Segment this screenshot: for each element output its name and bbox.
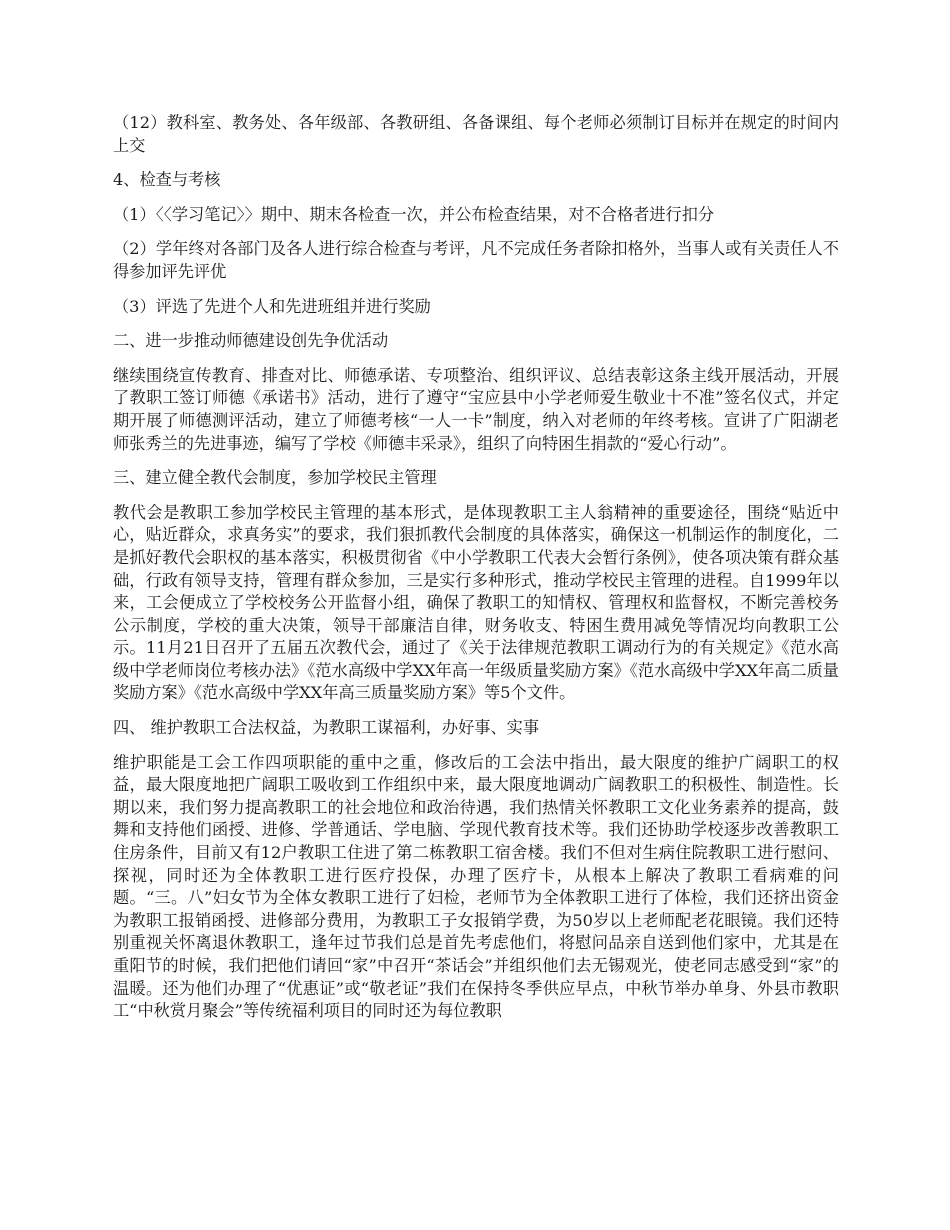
section-4-heading: 4、检查与考核	[113, 170, 221, 190]
document-body	[113, 112, 839, 1035]
section-3-heading: 三、建立健全教代会制度，参加学校民主管理	[113, 468, 437, 488]
section-3-body: 教代会是教职工参加学校民主管理的基本形式，是体现教职工主人翁精神的重要途径，围绕“贴近中心，贴近群众，求真务实”的要求，我们狠抓教代会制度的具体落实，确保这一机制运作的制度化，二是抓好教代会职权的基本落实，积极贯彻省《中小学教职工代表大会暂行条例》，使各项决策有群众基础，行政有领导支持，管理有群众参加，三是实行多种形式，推动学校民主管理的进程。自1999年以来，工会便成立了学校校务公开监督小组，确保了教职工的知情权、管理权和监督权，不断完善校务公示制度，学校的重大决策，领导干部廉洁自律，财务收支、特困生费用减免等情况均向教职工公示。11月21日召开了五届五次教代会，通过了《关于法律规范教职工调动行为的有关规定》《范水高级中学老师岗位考核办法》《范水高级中学XX年高一年级质量奖励方案》《范水高级中学XX年高二质量奖励方案》《范水高级中学XX年高三质量奖励方案》等5个文件。	[113, 502, 839, 703]
item-12-paragraph: （12）教科室、教务处、各年级部、各教研组、各备课组、每个老师必须制订目标并在规定的时间内上交	[113, 113, 839, 155]
section-2-heading: 二、进一步推动师德建设创先争优活动	[113, 331, 389, 351]
check-item-1-paragraph: （1）〈〈学习笔记〉〉期中、期末各检查一次，并公布检查结果，对不合格者进行扣分	[113, 204, 715, 224]
section-2-body: 继续围绕宣传教育、排查对比、师德承诺、专项整治、组织评议、总结表彰这条主线开展活动，开展了教职工签订师德《承诺书》活动，进行了遵守“宝应县中小学老师爱生敬业十不准”签名仪式，并定期开展了师德测评活动，建立了师德考核“一人一卡”制度，纳入对老师的年终考核。宣讲了广阳湖老师张秀兰的先进事迹，编写了学校《师德丰采录》，组织了向特困生捐款的“爱心行动”。	[113, 365, 839, 453]
section-4b-heading: 四、 维护教职工合法权益，为教职工谋福利，办好事、实事	[113, 718, 540, 738]
section-4b-body: 维护职能是工会工作四项职能的重中之重，修改后的工会法中指出，最大限度的维护广阔职工的权益，最大限度地把广阔职工吸收到工作组织中来，最大限度地调动广阔教职工的积极性、制造性。长期以来，我们努力提高教职工的社会地位和政治待遇，我们热情关怀教职工文化业务素养的提高，鼓舞和支持他们函授、进修、学普通话、学电脑、学现代教育技术等。我们还协助学校逐步改善教职工住房条件，目前又有12户教职工住进了第二栋教职工宿舍楼。我们不但对生病住院教职工进行慰问、探视，同时还为全体教职工进行医疗投保，办理了医疗卡，从根本上解决了教职工看病难的问题。“三。八”妇女节为全体女教职工进行了妇检，老师节为全体教职工进行了体检，我们还挤出资金为教职工报销函授、进修部分费用，为教职工子女报销学费，为50岁以上老师配老花眼镜。我们还特别重视关怀离退休教职工，逢年过节我们总是首先考虑他们，将慰问品亲自送到他们家中，尤其是在重阳节的时候，我们把他们请回“家”中召开“茶话会”并组织他们去无锡观光，使老同志感受到“家”的温暖。还为他们办理了“优惠证”或“敬老证”我们在保持冬季供应早点，中秋节举办单身、外县市教职工“中秋赏月聚会”等传统福利项目的同时还为每位教职	[113, 752, 839, 1021]
check-item-3-paragraph: （3）评选了先进个人和先进班组并进行奖励	[113, 296, 431, 316]
check-item-2-paragraph: （2）学年终对各部门及各人进行综合检查与考评，凡不完成任务者除扣格外，当事人或有关责任人不得参加评先评优	[113, 239, 839, 281]
